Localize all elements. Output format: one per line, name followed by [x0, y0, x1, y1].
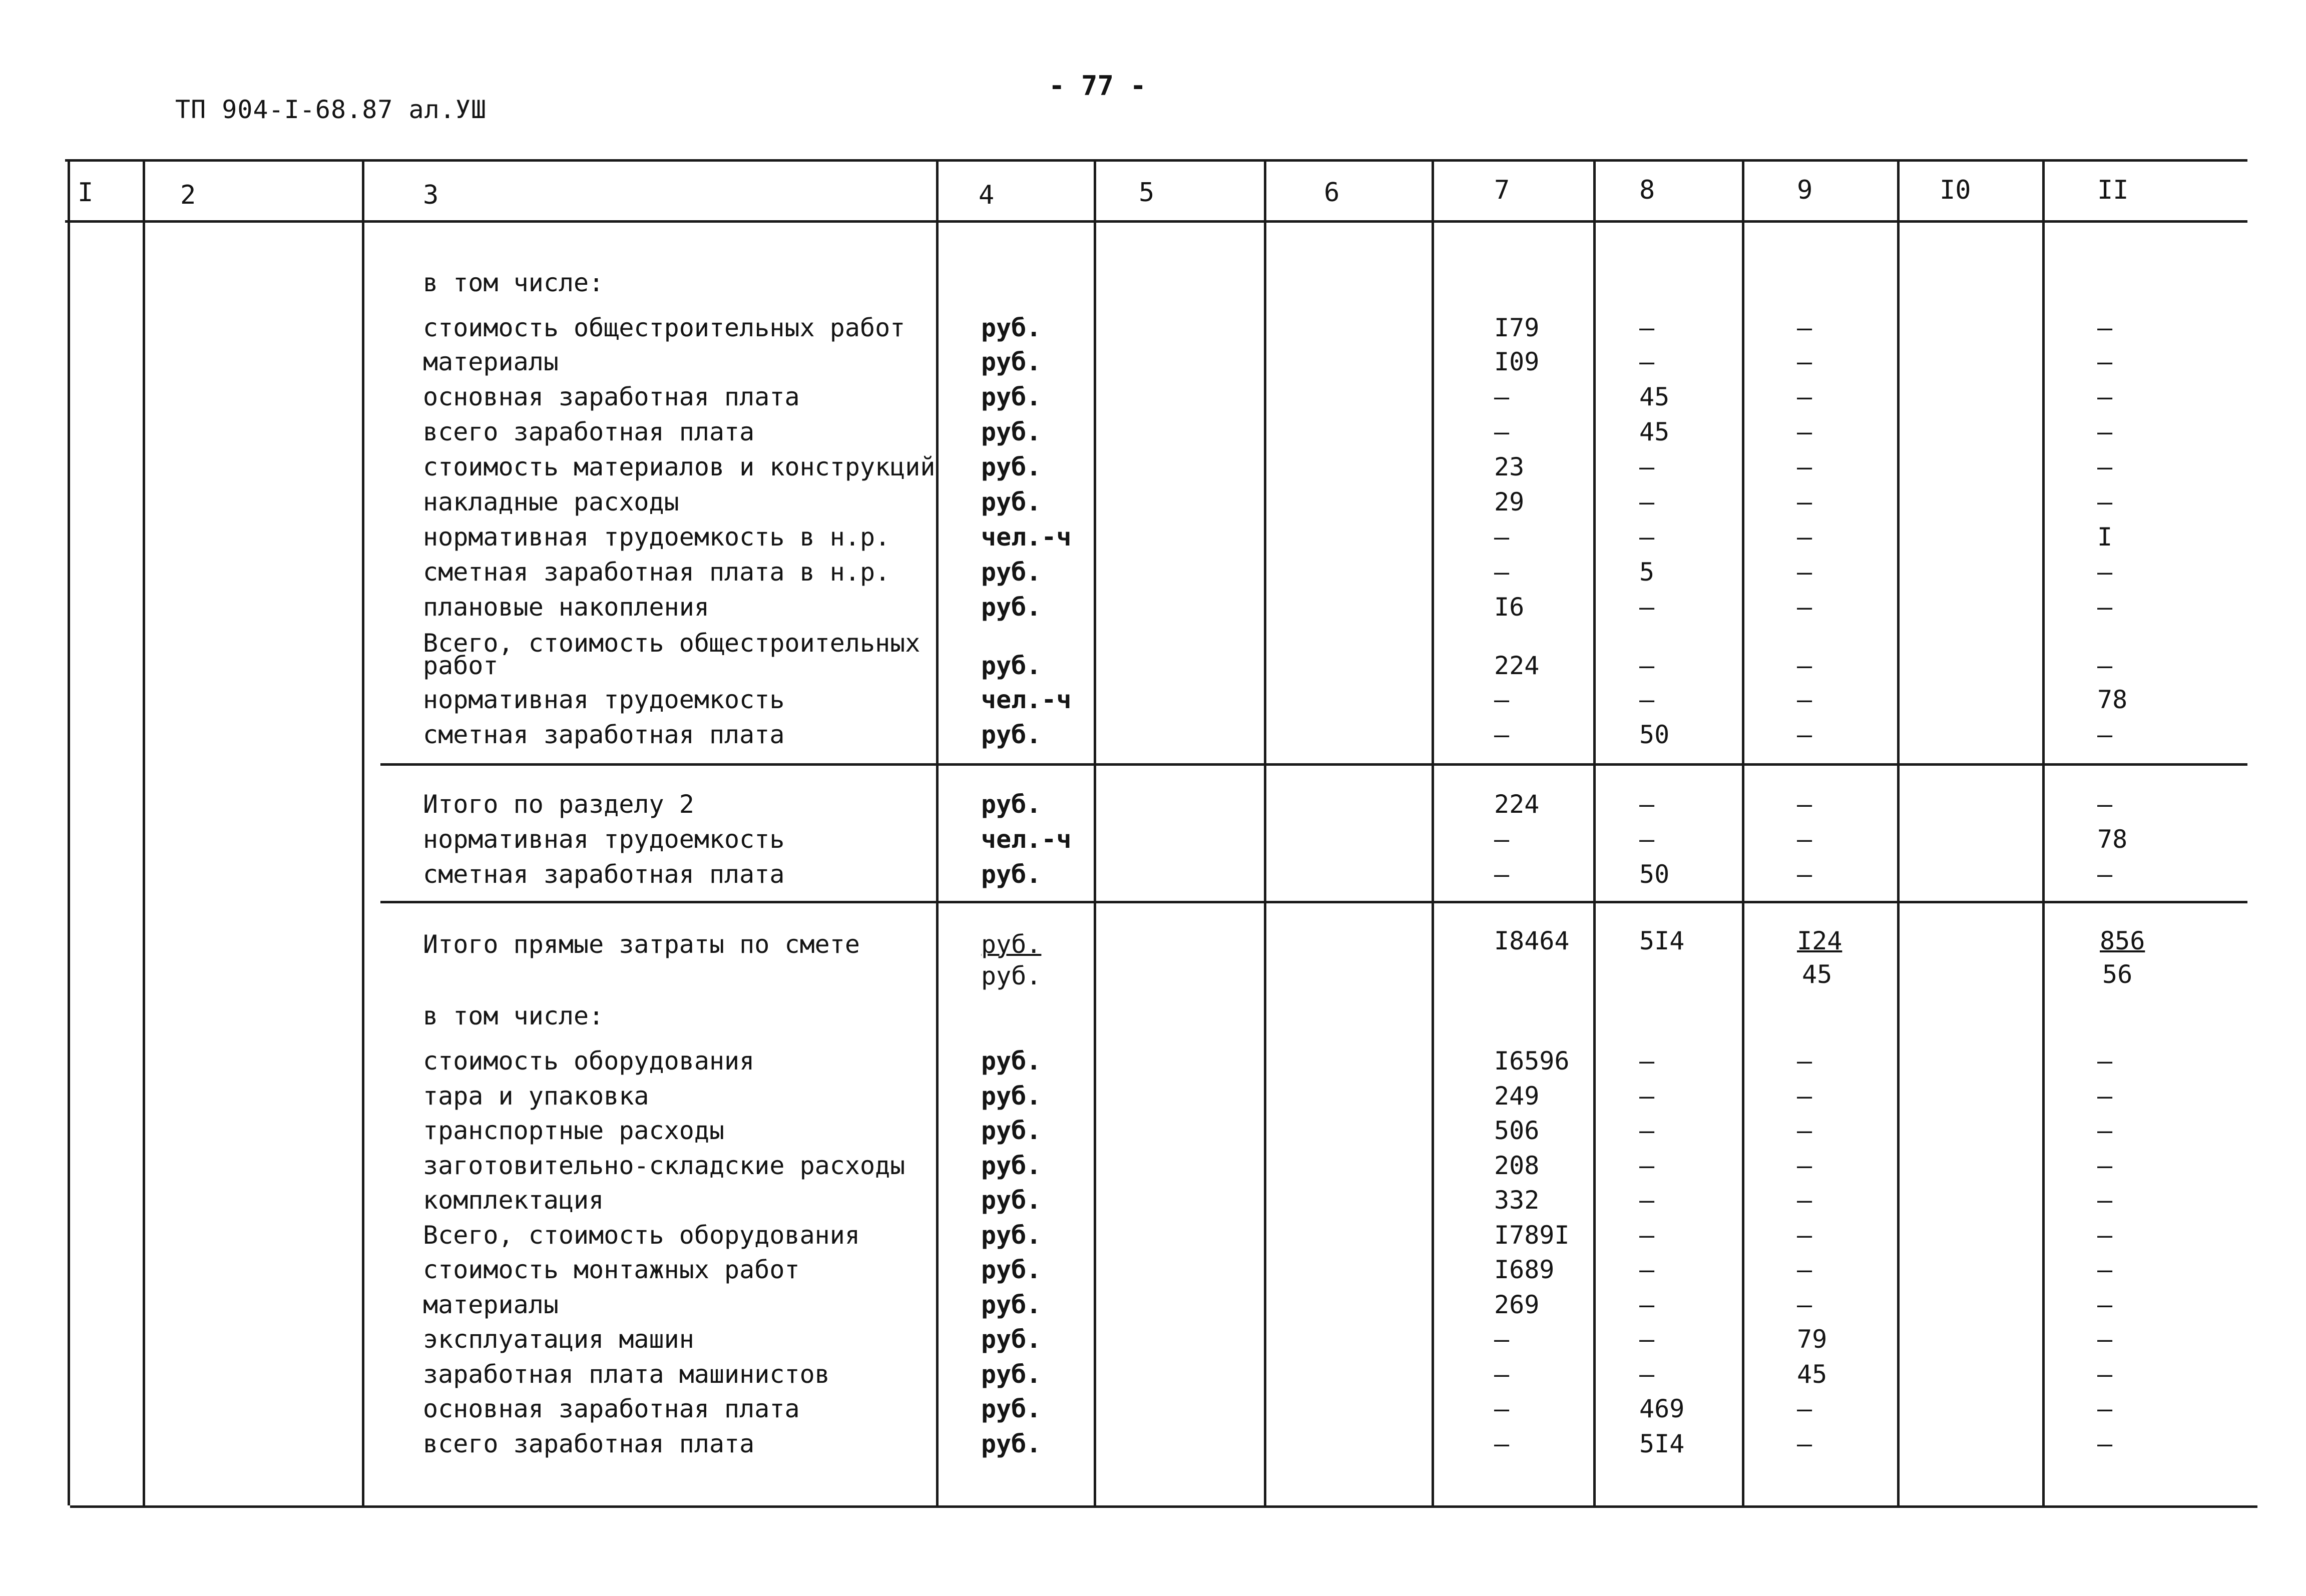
group1-row-col11: –: [2097, 382, 2113, 411]
col-header-1: I: [78, 178, 94, 208]
group3-row-unit: руб.: [981, 1290, 1042, 1319]
group3-row-unit: руб.: [981, 1186, 1042, 1215]
group1-row-col11: –: [2097, 452, 2113, 481]
group1-row-col11: –: [2097, 487, 2113, 516]
group1-row-col7: –: [1494, 382, 1510, 411]
group1-row-col11: –: [2097, 593, 2113, 622]
group1-labor-col7: –: [1494, 685, 1510, 714]
group3-row-unit: руб.: [981, 1116, 1042, 1145]
group3-row-col11: –: [2097, 1360, 2113, 1389]
direct-costs-c8: 5I4: [1639, 926, 1685, 955]
group3-row-col9: –: [1797, 1255, 1812, 1284]
col-header-4: 4: [979, 180, 995, 210]
group1-row-col7: 23: [1494, 452, 1525, 481]
group1-row-col11: –: [2097, 417, 2113, 446]
group1-total-col9: –: [1797, 651, 1812, 680]
group1-row-label: накладные расходы: [423, 487, 679, 516]
group3-row-col9: –: [1797, 1151, 1812, 1180]
group3-row-col9: 45: [1797, 1360, 1827, 1389]
group1-row-col7: I79: [1494, 313, 1540, 342]
group2-row-col8: 50: [1639, 860, 1670, 889]
group1-row-label: плановые накопления: [423, 593, 709, 622]
group1-row-unit: руб.: [981, 417, 1042, 446]
group1-labor-col8: –: [1639, 685, 1655, 714]
group3-row-col7: 208: [1494, 1151, 1540, 1180]
group3-row-label: заработная плата машинистов: [423, 1360, 830, 1389]
group3-row-col11: –: [2097, 1082, 2113, 1111]
table-top-rule: [65, 159, 2247, 162]
group3-row-col9: –: [1797, 1394, 1812, 1423]
group1-labor-col9: –: [1797, 685, 1812, 714]
group3-row-unit: руб.: [981, 1151, 1042, 1180]
group3-row-col8: –: [1639, 1221, 1655, 1250]
group1-wage-col7: –: [1494, 720, 1510, 749]
group3-row-col7: 332: [1494, 1186, 1540, 1215]
group3-row-label: комплектация: [423, 1186, 604, 1215]
group2-row-label: нормативная трудоемкость: [423, 825, 785, 854]
group3-row-col11: –: [2097, 1116, 2113, 1145]
group1-row-col9: –: [1797, 452, 1812, 481]
group1-total-col7: 224: [1494, 651, 1540, 680]
group1-row-col7: I6: [1494, 593, 1525, 622]
group2-row-col9: –: [1797, 825, 1812, 854]
group1-row-col8: –: [1639, 347, 1655, 376]
section-rule-2: [380, 901, 2247, 903]
page-number: - 77 -: [1049, 70, 1147, 102]
group2-row-col9: –: [1797, 790, 1812, 819]
group1-row-col7: –: [1494, 417, 1510, 446]
group1-row-col9: –: [1797, 558, 1812, 587]
group3-row-unit: руб.: [981, 1394, 1042, 1423]
group3-row-col11: –: [2097, 1290, 2113, 1319]
col-header-7: 7: [1494, 175, 1510, 205]
group1-row-col9: –: [1797, 487, 1812, 516]
group3-row-col7: –: [1494, 1429, 1510, 1458]
col-rule-6: [1432, 159, 1434, 1505]
group3-row-label: заготовительно-складские расходы: [423, 1151, 905, 1180]
group3-row-unit: руб.: [981, 1046, 1042, 1076]
col-header-11: II: [2097, 175, 2129, 205]
col-rule-5: [1264, 159, 1266, 1505]
group3-row-col11: –: [2097, 1186, 2113, 1215]
group3-row-col9: –: [1797, 1116, 1812, 1145]
group3-row-label: Всего, стоимость оборудования: [423, 1221, 860, 1250]
group3-row-col11: –: [2097, 1255, 2113, 1284]
group2-row-unit: руб.: [981, 860, 1042, 889]
group3-row-unit: руб.: [981, 1221, 1042, 1250]
group3-row-col8: 469: [1639, 1394, 1685, 1423]
group3-row-col8: –: [1639, 1255, 1655, 1284]
group1-row-col8: –: [1639, 487, 1655, 516]
group2-row-col11: –: [2097, 790, 2113, 819]
group3-row-unit: руб.: [981, 1082, 1042, 1111]
col-header-8: 8: [1639, 175, 1655, 205]
group1-row-label: стоимость общестроительных работ: [423, 313, 905, 342]
direct-costs-c9-top: I24: [1797, 926, 1842, 955]
group3-row-col9: –: [1797, 1186, 1812, 1215]
group2-row-col11: 78: [2097, 825, 2128, 854]
col-rule-7: [1593, 159, 1596, 1505]
group3-row-col7: 249: [1494, 1082, 1540, 1111]
group3-row-label: основная заработная плата: [423, 1394, 800, 1423]
group3-row-col9: 79: [1797, 1325, 1827, 1354]
group1-row-col9: –: [1797, 417, 1812, 446]
group1-labor-label: нормативная трудоемкость: [423, 685, 785, 714]
group3-row-col9: –: [1797, 1221, 1812, 1250]
group1-row-col9: –: [1797, 347, 1812, 376]
group1-row-col9: –: [1797, 313, 1812, 342]
direct-costs-c11-bottom: 56: [2102, 960, 2133, 989]
group2-row-label: сметная заработная плата: [423, 860, 785, 889]
group1-row-col7: I09: [1494, 347, 1540, 376]
col-rule-1: [143, 159, 145, 1505]
group3-row-label: транспортные расходы: [423, 1116, 725, 1145]
group3-row-unit: руб.: [981, 1360, 1042, 1389]
col-header-9: 9: [1797, 175, 1813, 205]
group2-row-col7: –: [1494, 860, 1510, 889]
group3-row-col7: 269: [1494, 1290, 1540, 1319]
group2-row-col8: –: [1639, 790, 1655, 819]
group3-row-col9: –: [1797, 1290, 1812, 1319]
document-code: ТП 904-I-68.87 ал.УШ: [175, 95, 487, 124]
group1-row-label: всего заработная плата: [423, 417, 755, 446]
group1-row-col11: –: [2097, 347, 2113, 376]
group3-row-col9: –: [1797, 1046, 1812, 1076]
direct-costs-unit-1: руб.: [981, 930, 1042, 959]
group1-row-col7: 29: [1494, 487, 1525, 516]
group3-row-col11: –: [2097, 1046, 2113, 1076]
group1-row-col11: –: [2097, 558, 2113, 587]
group1-row-col8: 45: [1639, 382, 1670, 411]
group3-row-label: материалы: [423, 1290, 559, 1319]
group1-total-label-line2: работ: [423, 651, 499, 680]
group1-labor-unit: чел.-ч: [981, 685, 1072, 714]
group3-row-col7: –: [1494, 1360, 1510, 1389]
group1-row-label: стоимость материалов и конструкций: [423, 452, 936, 481]
group1-row-label: нормативная трудоемкость в н.р.: [423, 522, 890, 552]
group3-row-col8: –: [1639, 1325, 1655, 1354]
group3-row-col8: –: [1639, 1151, 1655, 1180]
group2-row-unit: чел.-ч: [981, 825, 1072, 854]
group1-row-col7: –: [1494, 558, 1510, 587]
group1-row-col9: –: [1797, 382, 1812, 411]
group1-row-col8: 45: [1639, 417, 1670, 446]
group1-wage-col11: –: [2097, 720, 2113, 749]
direct-costs-c9-bottom: 45: [1802, 960, 1832, 989]
group3-row-col8: 5I4: [1639, 1429, 1685, 1458]
col-header-6: 6: [1324, 178, 1340, 208]
group1-row-col8: –: [1639, 593, 1655, 622]
group3-row-col11: –: [2097, 1221, 2113, 1250]
group3-row-col11: –: [2097, 1325, 2113, 1354]
group1-wage-col9: –: [1797, 720, 1812, 749]
group3-row-col11: –: [2097, 1394, 2113, 1423]
group1-row-col8: 5: [1639, 558, 1655, 587]
table-bottom-rule: [70, 1505, 2257, 1508]
group3-intro: в том числе:: [423, 1001, 604, 1030]
group3-row-unit: руб.: [981, 1325, 1042, 1354]
group1-labor-col11: 78: [2097, 685, 2128, 714]
col-rule-8: [1742, 159, 1744, 1505]
group1-wage-label: сметная заработная плата: [423, 720, 785, 749]
group3-row-col8: –: [1639, 1046, 1655, 1076]
group2-row-col7: 224: [1494, 790, 1540, 819]
group3-row-col7: –: [1494, 1394, 1510, 1423]
group3-row-unit: руб.: [981, 1255, 1042, 1284]
group1-wage-col8: 50: [1639, 720, 1670, 749]
group3-row-label: стоимость оборудования: [423, 1046, 755, 1076]
group1-row-unit: чел.-ч: [981, 522, 1072, 552]
group1-intro: в том числе:: [423, 268, 604, 297]
group1-row-unit: руб.: [981, 313, 1042, 342]
group3-row-col7: –: [1494, 1325, 1510, 1354]
group1-row-unit: руб.: [981, 487, 1042, 516]
group1-row-label: основная заработная плата: [423, 382, 800, 411]
group1-row-col8: –: [1639, 313, 1655, 342]
direct-costs-c11-top: 856: [2100, 926, 2145, 955]
group1-row-col8: –: [1639, 452, 1655, 481]
section-rule-1: [380, 763, 2247, 766]
col-rule-2: [362, 159, 364, 1505]
col-header-5: 5: [1139, 178, 1155, 208]
group3-row-col9: –: [1797, 1429, 1812, 1458]
header-bottom-rule: [65, 220, 2247, 223]
col-rule-3: [936, 159, 939, 1505]
col-rule-4: [1094, 159, 1096, 1505]
group1-row-unit: руб.: [981, 382, 1042, 411]
direct-costs-label: Итого прямые затраты по смете: [423, 930, 860, 959]
group1-total-col8: –: [1639, 651, 1655, 680]
col-rule-9: [1897, 159, 1900, 1505]
group3-row-col7: I6596: [1494, 1046, 1570, 1076]
group1-total-col11: –: [2097, 651, 2113, 680]
group3-row-label: стоимость монтажных работ: [423, 1255, 800, 1284]
group1-total-unit: руб.: [981, 651, 1042, 680]
group3-row-col7: 506: [1494, 1116, 1540, 1145]
group1-wage-unit: руб.: [981, 720, 1042, 749]
direct-costs-c7: I8464: [1494, 926, 1570, 955]
col-rule-left: [68, 159, 70, 1505]
col-header-3: 3: [423, 180, 439, 210]
group1-row-col11: –: [2097, 313, 2113, 342]
direct-costs-unit-2: руб.: [981, 961, 1042, 990]
group3-row-col8: –: [1639, 1186, 1655, 1215]
col-header-10: I0: [1940, 175, 1971, 205]
group3-row-col8: –: [1639, 1116, 1655, 1145]
group3-row-col7: I789I: [1494, 1221, 1570, 1250]
group3-row-unit: руб.: [981, 1429, 1042, 1458]
group2-row-label: Итого по разделу 2: [423, 790, 694, 819]
group3-row-label: всего заработная плата: [423, 1429, 755, 1458]
group3-row-col8: –: [1639, 1360, 1655, 1389]
group2-row-unit: руб.: [981, 790, 1042, 819]
group3-row-col9: –: [1797, 1082, 1812, 1111]
col-rule-10: [2042, 159, 2045, 1505]
group1-row-unit: руб.: [981, 347, 1042, 376]
group3-row-col11: –: [2097, 1429, 2113, 1458]
group1-row-unit: руб.: [981, 593, 1042, 622]
group1-row-unit: руб.: [981, 452, 1042, 481]
group3-row-label: тара и упаковка: [423, 1082, 649, 1111]
group1-row-col7: –: [1494, 522, 1510, 552]
group1-row-col11: I: [2097, 522, 2113, 552]
group1-row-unit: руб.: [981, 558, 1042, 587]
group3-row-col8: –: [1639, 1082, 1655, 1111]
group1-row-label: сметная заработная плата в н.р.: [423, 558, 890, 587]
group2-row-col11: –: [2097, 860, 2113, 889]
group1-row-label: материалы: [423, 347, 559, 376]
group2-row-col9: –: [1797, 860, 1812, 889]
group1-row-col9: –: [1797, 522, 1812, 552]
group3-row-col8: –: [1639, 1290, 1655, 1319]
group1-row-col8: –: [1639, 522, 1655, 552]
group1-row-col9: –: [1797, 593, 1812, 622]
group2-row-col7: –: [1494, 825, 1510, 854]
col-header-2: 2: [180, 180, 196, 210]
group3-row-col11: –: [2097, 1151, 2113, 1180]
group1-total-label-line1: Всего, стоимость общестроительных: [423, 629, 920, 658]
group3-row-col7: I689: [1494, 1255, 1555, 1284]
group3-row-label: эксплуатация машин: [423, 1325, 694, 1354]
group2-row-col8: –: [1639, 825, 1655, 854]
